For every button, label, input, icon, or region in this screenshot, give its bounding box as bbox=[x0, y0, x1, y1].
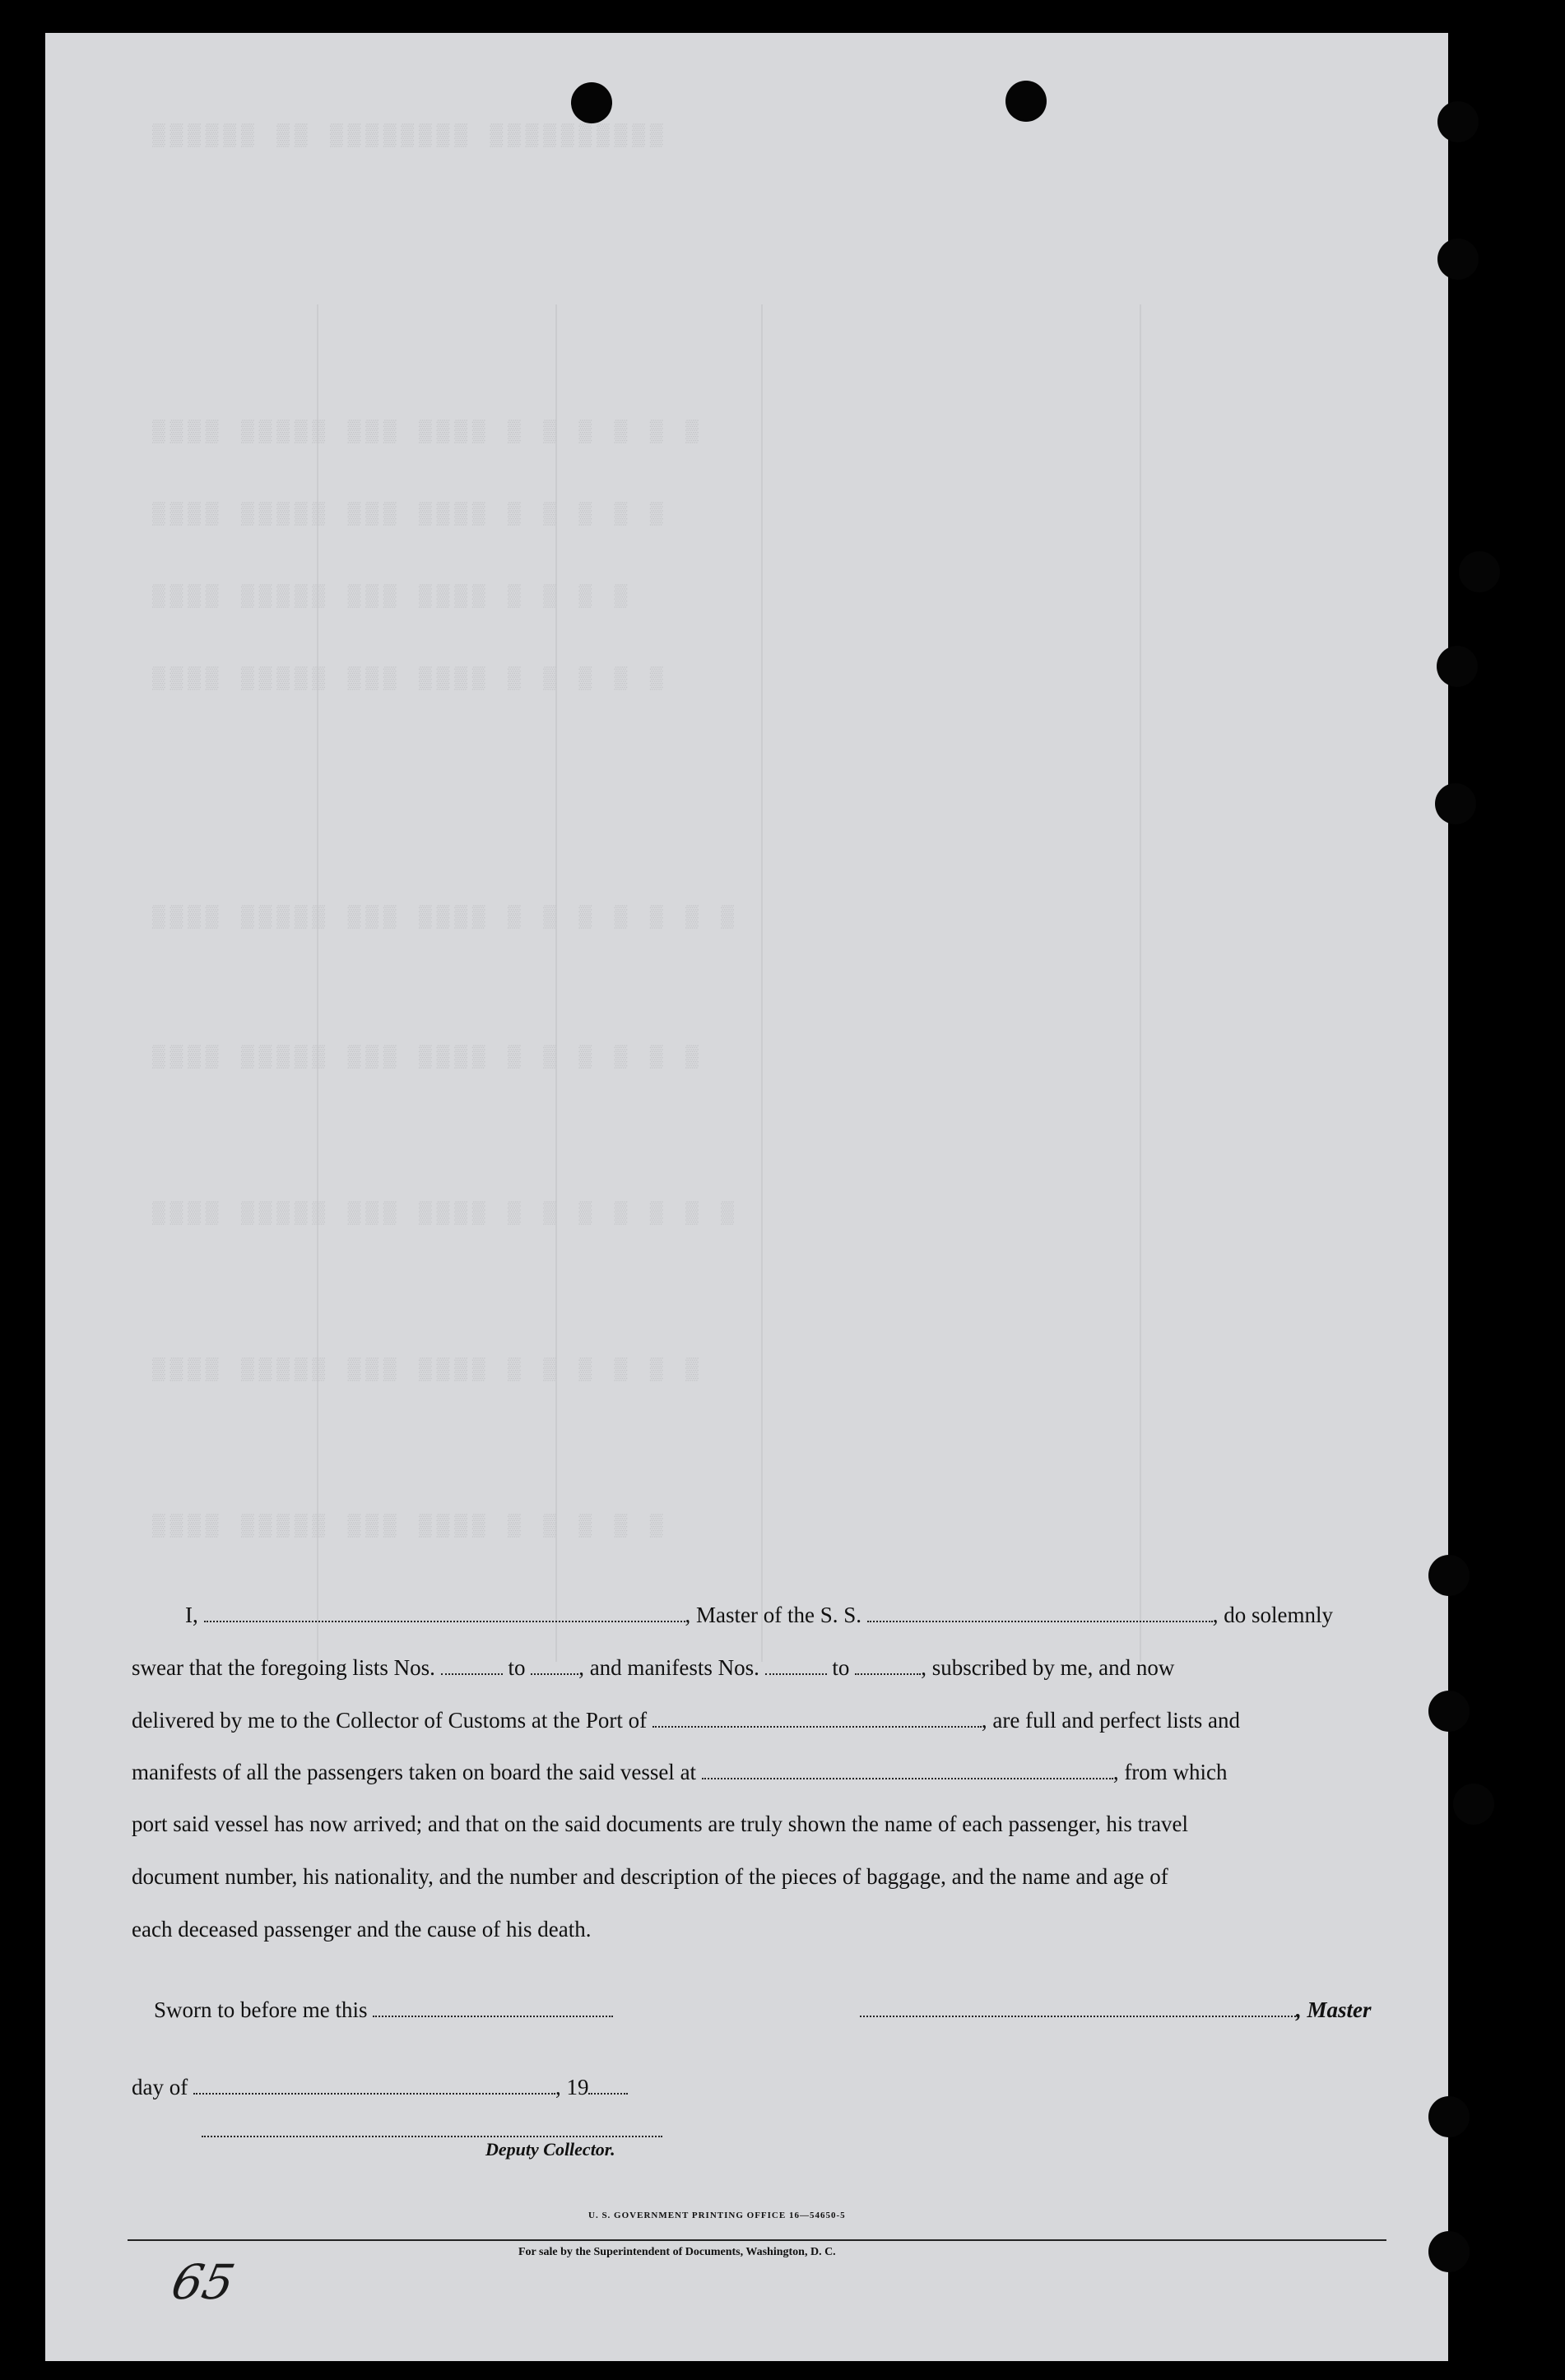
master-name-blank bbox=[204, 1620, 685, 1622]
oath-text: , are full and perfect lists and bbox=[981, 1708, 1241, 1733]
oath-text: , Master of the S. S. bbox=[685, 1603, 861, 1627]
port-of-departure-blank bbox=[702, 1777, 1113, 1779]
punch-hole bbox=[1428, 2231, 1470, 2272]
sworn-line bbox=[154, 1997, 613, 2023]
master-signature-blank bbox=[860, 2015, 1296, 2017]
oath-text: I, bbox=[185, 1603, 198, 1627]
deputy-signature-rule bbox=[202, 2136, 662, 2137]
sworn-label: Sworn to before me this bbox=[154, 1997, 368, 2022]
for-sale-line: For sale by the Superintendent of Documents, Washington, D. C. bbox=[518, 2246, 836, 2258]
bleed-through-line bbox=[1140, 304, 1141, 1662]
sworn-date-blank bbox=[373, 2015, 613, 2017]
oath-text: , do solemnly bbox=[1212, 1603, 1333, 1627]
year-label: , 19 bbox=[555, 2075, 589, 2099]
list-from-blank bbox=[441, 1672, 503, 1675]
oath-line-4 bbox=[132, 1760, 1228, 1785]
bleed-through-text: ▒▒▒▒ ▒▒▒▒▒ ▒▒▒ ▒▒▒▒ ▒ ▒ ▒ ▒ ▒ ▒ bbox=[152, 1357, 704, 1382]
bleed-through-text: ▒▒▒▒ ▒▒▒▒▒ ▒▒▒ ▒▒▒▒ ▒ ▒ ▒ ▒ ▒ ▒ ▒ bbox=[152, 1201, 739, 1226]
punch-hole bbox=[1005, 81, 1047, 122]
punch-hole bbox=[1437, 646, 1478, 687]
punch-hole bbox=[1437, 239, 1479, 280]
punch-hole bbox=[1453, 1784, 1494, 1825]
deputy-collector-label: Deputy Collector. bbox=[485, 2139, 615, 2160]
oath-line-5: port said vessel has now arrived; and that on the said documents are truly shown the name of each passenger, his travel bbox=[132, 1812, 1189, 1836]
punch-hole bbox=[1435, 783, 1476, 824]
oath-line-3 bbox=[132, 1708, 1240, 1733]
bleed-through-text: ▒▒▒▒▒▒ ▒▒ ▒▒▒▒▒▒▒▒ ▒▒▒▒▒▒▒▒▒▒ bbox=[152, 123, 668, 148]
oath-text: to bbox=[508, 1655, 526, 1680]
punch-hole bbox=[571, 82, 612, 123]
oath-text: , subscribed by me, and now bbox=[921, 1655, 1175, 1680]
handwritten-page-number: 65 bbox=[166, 2254, 240, 2310]
port-of-arrival-blank bbox=[652, 1725, 982, 1728]
manifest-from-blank bbox=[765, 1672, 827, 1675]
printing-office-line: U. S. GOVERNMENT PRINTING OFFICE 16—54650-5 bbox=[588, 2211, 846, 2220]
manifest-to-blank bbox=[855, 1672, 921, 1675]
oath-line-1 bbox=[185, 1603, 1333, 1628]
bleed-through-line bbox=[761, 304, 763, 1662]
oath-line-2 bbox=[132, 1655, 1174, 1681]
bleed-through-text: ▒▒▒▒ ▒▒▒▒▒ ▒▒▒ ▒▒▒▒ ▒ ▒ ▒ ▒ ▒ ▒ bbox=[152, 1045, 704, 1069]
master-signature-line bbox=[860, 1997, 1372, 2023]
bleed-through-text: ▒▒▒▒ ▒▒▒▒▒ ▒▒▒ ▒▒▒▒ ▒ ▒ ▒ ▒ ▒ bbox=[152, 1514, 668, 1538]
oath-text: manifests of all the passengers taken on board the said vessel at bbox=[132, 1760, 697, 1784]
bleed-through-text: ▒▒▒▒ ▒▒▒▒▒ ▒▒▒ ▒▒▒▒ ▒ ▒ ▒ ▒ ▒ ▒ ▒ bbox=[152, 905, 739, 930]
master-label: , Master bbox=[1296, 1997, 1372, 2022]
punch-hole bbox=[1428, 2096, 1470, 2137]
oath-text: , from which bbox=[1112, 1760, 1228, 1784]
oath-text: to bbox=[832, 1655, 850, 1680]
punch-hole bbox=[1459, 551, 1500, 592]
year-blank bbox=[588, 2092, 628, 2095]
bleed-through-text: ▒▒▒▒ ▒▒▒▒▒ ▒▒▒ ▒▒▒▒ ▒ ▒ ▒ ▒ bbox=[152, 584, 633, 609]
punch-hole bbox=[1437, 101, 1479, 142]
bleed-through-text: ▒▒▒▒ ▒▒▒▒▒ ▒▒▒ ▒▒▒▒ ▒ ▒ ▒ ▒ ▒ bbox=[152, 666, 668, 691]
oath-line-6: document number, his nationality, and the number and description of the pieces of baggage, and the name and age of bbox=[132, 1864, 1168, 1889]
oath-line-7: each deceased passenger and the cause of his death. bbox=[132, 1917, 592, 1942]
bleed-through-text: ▒▒▒▒ ▒▒▒▒▒ ▒▒▒ ▒▒▒▒ ▒ ▒ ▒ ▒ ▒ ▒ bbox=[152, 420, 704, 444]
oath-text: delivered by me to the Collector of Customs at the Port of bbox=[132, 1708, 648, 1733]
punch-hole bbox=[1428, 1555, 1470, 1596]
oath-text: swear that the foregoing lists Nos. bbox=[132, 1655, 435, 1680]
document-page bbox=[45, 33, 1448, 2361]
month-blank bbox=[193, 2092, 555, 2095]
footer-rule bbox=[128, 2239, 1386, 2241]
list-to-blank bbox=[531, 1672, 578, 1675]
vessel-name-blank bbox=[867, 1620, 1213, 1622]
oath-text: , and manifests Nos. bbox=[578, 1655, 759, 1680]
punch-hole bbox=[1428, 1691, 1470, 1732]
bleed-through-text: ▒▒▒▒ ▒▒▒▒▒ ▒▒▒ ▒▒▒▒ ▒ ▒ ▒ ▒ ▒ bbox=[152, 502, 668, 527]
day-of-line bbox=[132, 2075, 628, 2100]
day-label: day of bbox=[132, 2075, 188, 2099]
